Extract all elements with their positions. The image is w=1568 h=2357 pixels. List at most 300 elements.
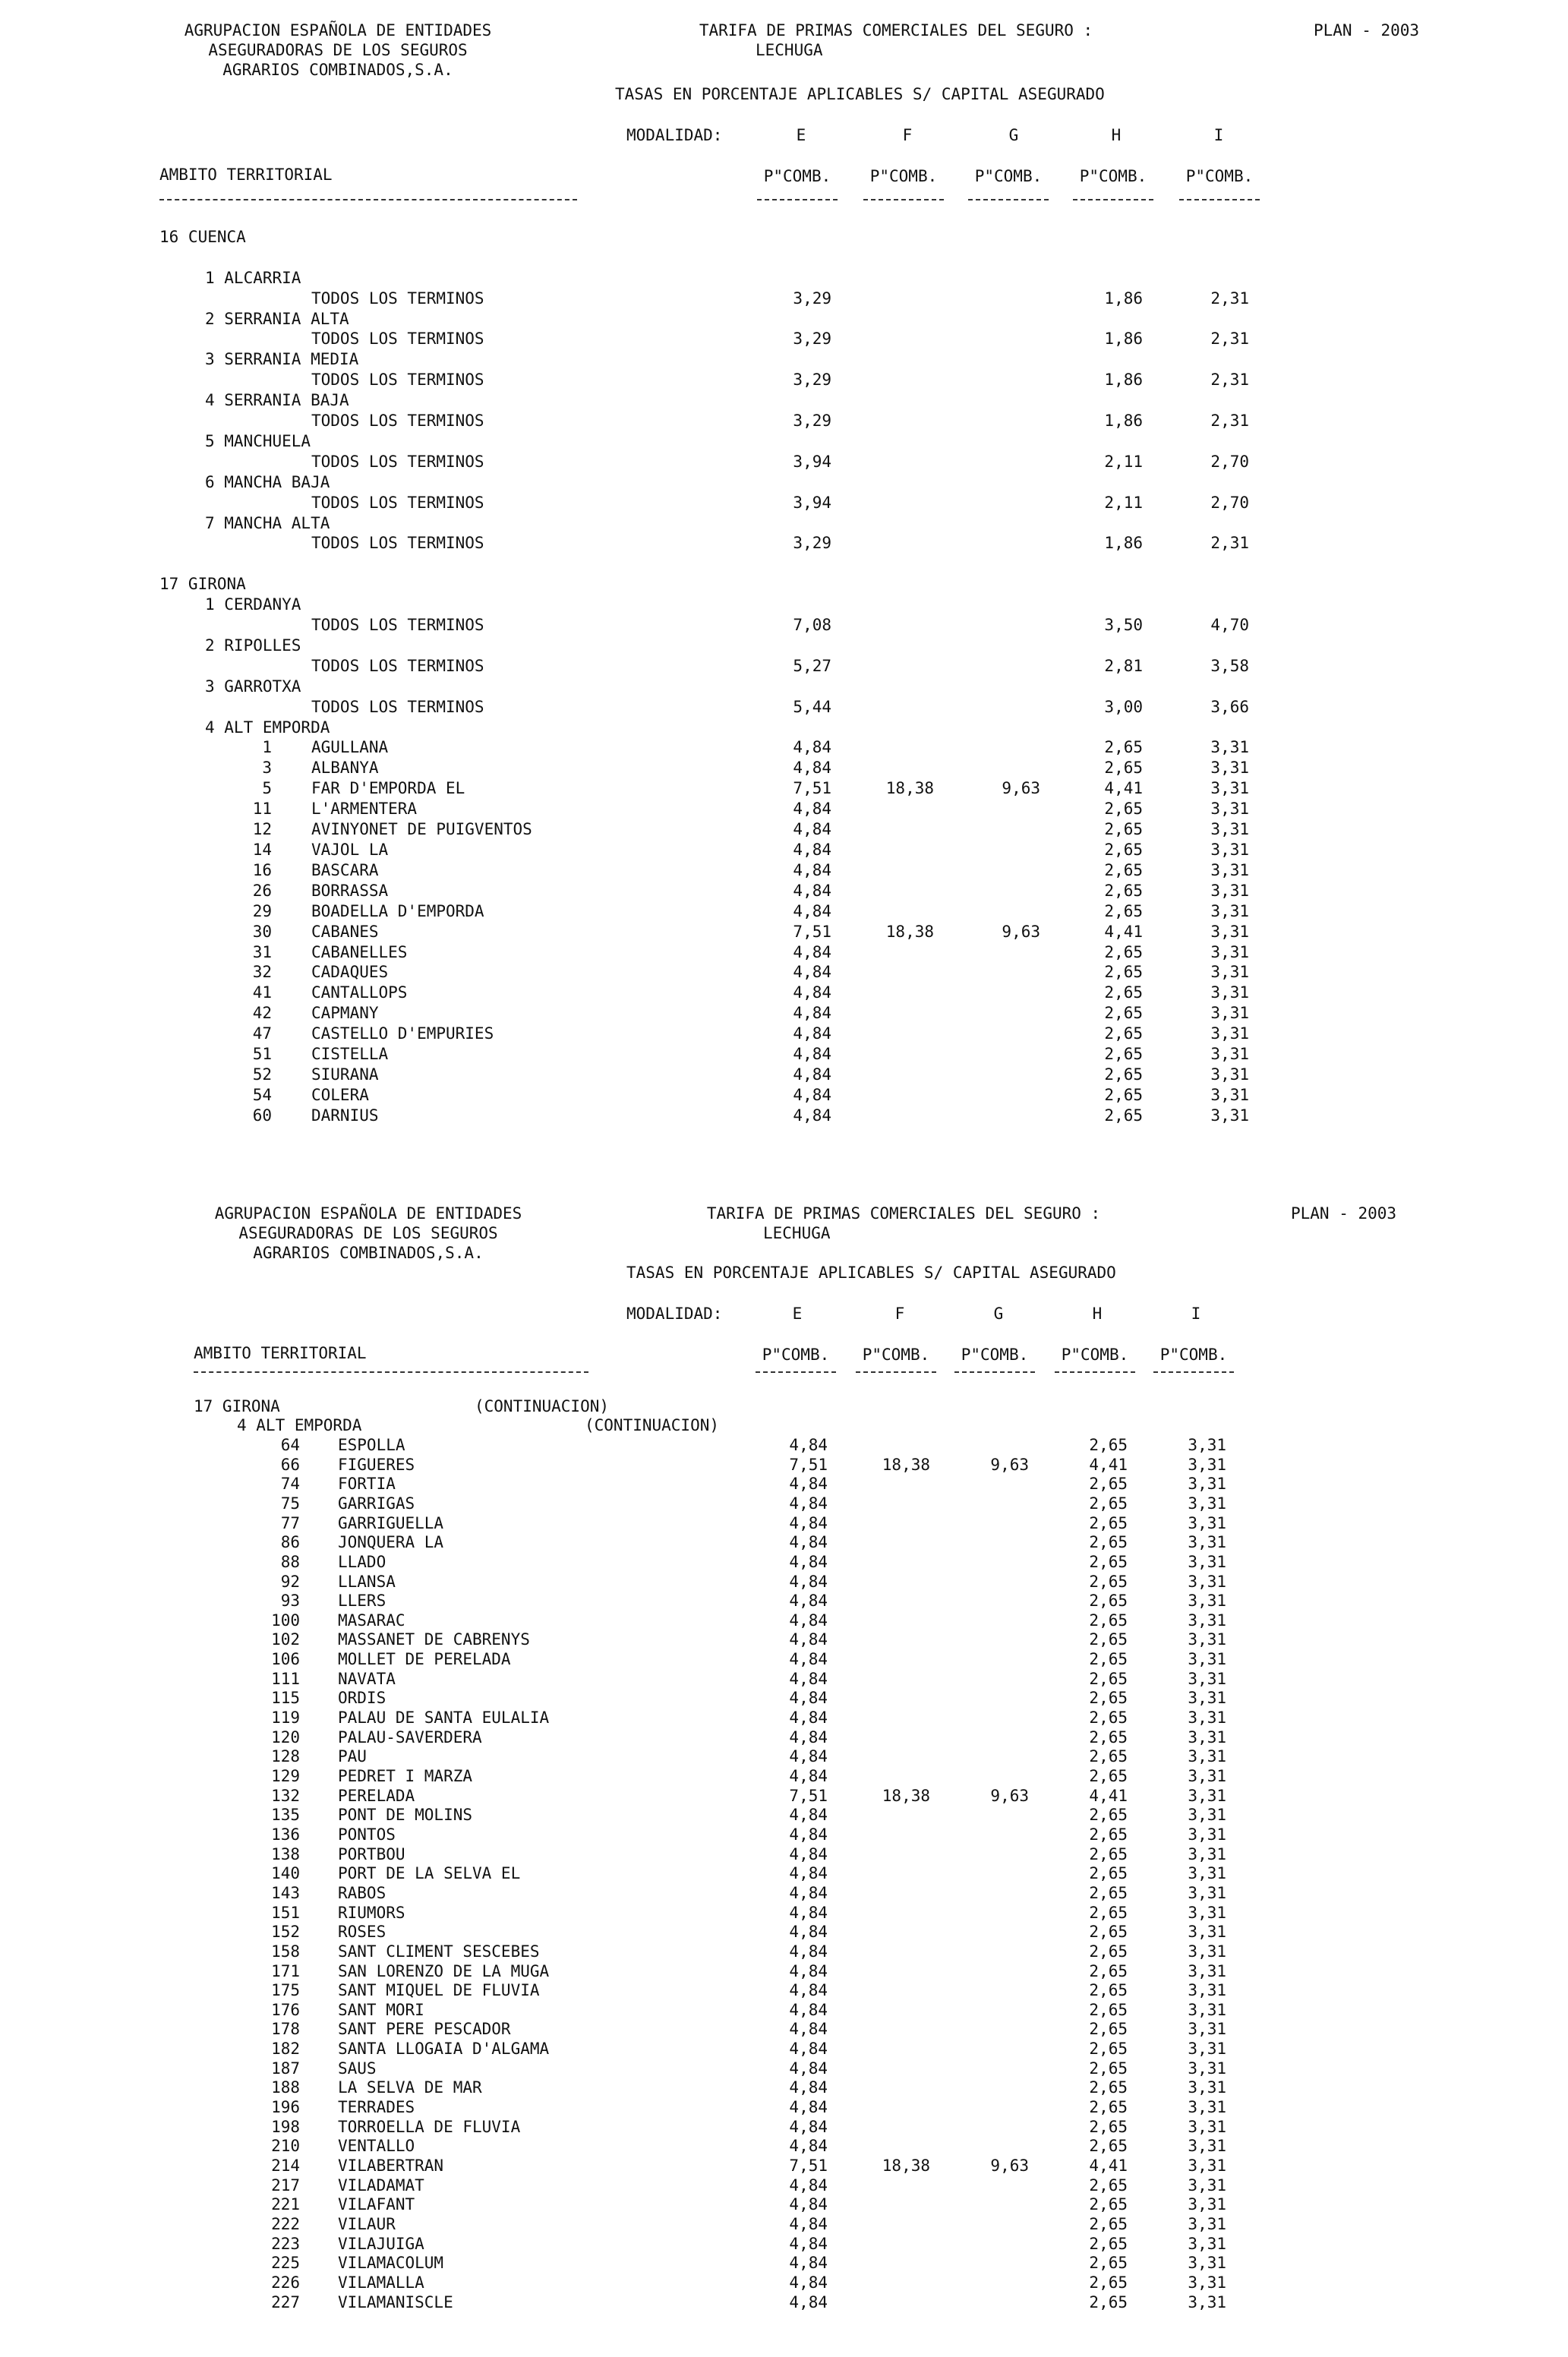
- term-code: 143: [271, 1884, 300, 1902]
- rate-h: 2,65: [1089, 2059, 1128, 2078]
- rate-i: 3,31: [1210, 1045, 1249, 1063]
- term-name: MASSANET DE CABRENYS: [338, 1630, 530, 1649]
- rate-h: 2,65: [1089, 1884, 1128, 1902]
- term-code: 119: [271, 1709, 300, 1727]
- term-code: 182: [271, 2040, 300, 2058]
- rate-i: 2,31: [1210, 330, 1249, 348]
- term-name: VILAJUIGA: [338, 2235, 424, 2253]
- rate-e: 4,84: [789, 1533, 828, 1551]
- rate-e: 4,84: [789, 1475, 828, 1493]
- term-code: 47: [252, 1024, 272, 1043]
- term-name: VENTALLO: [338, 2137, 415, 2155]
- rate-e: 4,84: [789, 1670, 828, 1688]
- term-name: AVINYONET DE PUIGVENTOS: [311, 820, 532, 838]
- term-code: 175: [271, 1981, 300, 1999]
- rate-h: 2,65: [1104, 963, 1143, 981]
- modality-e: E: [792, 1305, 803, 1323]
- term-name: PONTOS: [338, 1825, 396, 1844]
- rate-i: 3,31: [1210, 1065, 1249, 1084]
- rate-i: 3,31: [1210, 800, 1249, 818]
- rate-e: 4,84: [793, 902, 831, 920]
- rate-e: 7,51: [789, 1456, 828, 1474]
- org-line-1: AGRUPACION ESPAÑOLA DE ENTIDADES: [214, 1204, 522, 1223]
- rate-e: 4,84: [789, 2059, 828, 2078]
- rate-h: 2,65: [1104, 759, 1143, 777]
- col-header-e: P"COMB.: [763, 167, 831, 185]
- rate-h: 2,65: [1104, 800, 1143, 818]
- rate-h: 4,41: [1089, 2157, 1128, 2175]
- comarca-heading: 3 GARROTXA: [205, 677, 301, 696]
- term-name: PORT DE LA SELVA EL: [338, 1864, 521, 1882]
- rate-i: 3,31: [1188, 2254, 1226, 2272]
- term-name: TODOS LOS TERMINOS: [311, 412, 484, 430]
- modality-f: F: [894, 1305, 905, 1323]
- rate-i: 3,31: [1188, 2040, 1226, 2058]
- rate-e: 4,84: [789, 1806, 828, 1824]
- term-name: VILAMALLA: [338, 2273, 424, 2292]
- rate-i: 3,31: [1188, 2098, 1226, 2116]
- term-code: 32: [252, 963, 272, 981]
- col-underline-i: [1153, 1371, 1234, 1373]
- rate-i: 3,31: [1210, 1024, 1249, 1043]
- rate-h: 2,65: [1104, 1106, 1143, 1125]
- term-name: CADAQUES: [311, 963, 389, 981]
- rate-h: 2,65: [1089, 2195, 1128, 2213]
- comarca-heading: 2 RIPOLLES: [205, 636, 301, 655]
- term-name: RABOS: [338, 1884, 386, 1902]
- rate-i: 3,31: [1188, 1533, 1226, 1551]
- rate-h: 2,65: [1089, 2273, 1128, 2292]
- term-code: 60: [252, 1106, 272, 1125]
- rate-i: 3,31: [1210, 882, 1249, 900]
- modalidad-label: MODALIDAD:: [626, 126, 723, 144]
- rate-i: 3,31: [1188, 1942, 1226, 1961]
- rate-e: 7,51: [789, 2157, 828, 2175]
- term-name: CABANELLES: [311, 943, 408, 961]
- rate-h: 2,65: [1104, 861, 1143, 879]
- rate-e: 3,29: [793, 371, 831, 389]
- rate-e: 4,84: [793, 861, 831, 879]
- rate-i: 3,58: [1210, 657, 1249, 675]
- rate-h: 2,65: [1104, 943, 1143, 961]
- term-name: SANT PERE PESCADOR: [338, 2020, 511, 2038]
- term-code: 115: [271, 1689, 300, 1707]
- rate-h: 2,65: [1089, 1767, 1128, 1785]
- rate-h: 2,65: [1089, 1533, 1128, 1551]
- term-name: FORTIA: [338, 1475, 396, 1493]
- rate-e: 4,84: [789, 2118, 828, 2136]
- term-code: 12: [252, 820, 272, 838]
- term-name: RIUMORS: [338, 1904, 405, 1922]
- term-name: COLERA: [311, 1086, 369, 1104]
- continuation-comarca-note: (CONTINUACION): [585, 1416, 720, 1434]
- rate-i: 3,31: [1210, 983, 1249, 1002]
- rate-e: 3,29: [793, 330, 831, 348]
- rate-i: 2,31: [1210, 412, 1249, 430]
- term-code: 128: [271, 1747, 300, 1765]
- rate-h: 2,65: [1089, 1962, 1128, 1980]
- term-code: 171: [271, 1962, 300, 1980]
- rate-i: 3,31: [1188, 2001, 1226, 2019]
- tariff-page-1: [0, 0, 1568, 1162]
- term-code: 41: [252, 983, 272, 1002]
- term-name: JONQUERA LA: [338, 1533, 444, 1551]
- rate-h: 1,86: [1104, 330, 1143, 348]
- rate-h: 2,65: [1089, 2235, 1128, 2253]
- rate-h: 2,65: [1089, 1475, 1128, 1493]
- term-code: 30: [252, 923, 272, 941]
- term-name: TODOS LOS TERMINOS: [311, 616, 484, 634]
- term-name: ALBANYA: [311, 759, 379, 777]
- term-name: TODOS LOS TERMINOS: [311, 289, 484, 308]
- rate-i: 3,31: [1188, 2078, 1226, 2097]
- rate-i: 3,31: [1188, 1923, 1226, 1941]
- rate-i: 3,31: [1188, 1553, 1226, 1571]
- term-name: LA SELVA DE MAR: [338, 2078, 482, 2097]
- term-code: 132: [271, 1787, 300, 1805]
- col-underline-e: [756, 1371, 836, 1373]
- rate-i: 3,31: [1188, 1709, 1226, 1727]
- comarca-heading: 7 MANCHA ALTA: [205, 514, 330, 532]
- rate-i: 3,31: [1210, 759, 1249, 777]
- rate-e: 3,29: [793, 412, 831, 430]
- term-name: NAVATA: [338, 1670, 396, 1688]
- tariff-page-2: [0, 1169, 1568, 2357]
- term-name: MASARAC: [338, 1611, 405, 1630]
- rate-h: 2,65: [1089, 1864, 1128, 1882]
- term-name: VAJOL LA: [311, 841, 389, 859]
- term-name: ESPOLLA: [338, 1436, 405, 1454]
- term-name: DARNIUS: [311, 1106, 379, 1125]
- rate-h: 2,65: [1104, 1024, 1143, 1043]
- rate-e: 4,84: [789, 1553, 828, 1571]
- rate-i: 3,31: [1210, 820, 1249, 838]
- rate-h: 2,65: [1089, 1494, 1128, 1513]
- rate-g: 9,63: [990, 1787, 1029, 1805]
- rate-e: 4,84: [789, 2098, 828, 2116]
- term-name: GARRIGUELLA: [338, 1514, 444, 1532]
- rates-subtitle: TASAS EN PORCENTAJE APLICABLES S/ CAPITAL ASEGURADO: [615, 85, 1105, 103]
- rate-e: 4,84: [789, 1494, 828, 1513]
- rate-i: 3,31: [1210, 1086, 1249, 1104]
- term-code: 5: [262, 779, 272, 797]
- term-code: 1: [262, 738, 272, 756]
- rate-h: 2,65: [1089, 1728, 1128, 1746]
- org-line-3: AGRARIOS COMBINADOS,S.A.: [222, 61, 453, 79]
- rate-i: 3,31: [1210, 1004, 1249, 1022]
- modality-i: I: [1213, 126, 1224, 144]
- rate-h: 2,65: [1104, 820, 1143, 838]
- col-underline-f: [856, 1371, 936, 1373]
- rate-h: 2,65: [1089, 2001, 1128, 2019]
- plan-label: PLAN - 2003: [1291, 1204, 1397, 1223]
- rate-e: 4,84: [793, 800, 831, 818]
- rate-i: 3,31: [1188, 1845, 1226, 1863]
- rate-e: 4,84: [793, 1086, 831, 1104]
- rate-e: 4,84: [789, 2273, 828, 2292]
- rate-e: 4,84: [789, 1630, 828, 1649]
- rate-h: 2,65: [1089, 1904, 1128, 1922]
- term-name: SANT CLIMENT SESCEBES: [338, 1942, 540, 1961]
- rate-e: 4,84: [789, 2254, 828, 2272]
- rate-h: 2,65: [1104, 902, 1143, 920]
- rate-i: 3,31: [1188, 1904, 1226, 1922]
- plan-label: PLAN - 2003: [1314, 21, 1420, 39]
- modality-g: G: [993, 1305, 1004, 1323]
- col-header-h: P"COMB.: [1079, 167, 1147, 185]
- rate-e: 4,84: [789, 2195, 828, 2213]
- term-code: 222: [271, 2215, 300, 2233]
- rate-h: 2,65: [1089, 1845, 1128, 1863]
- rate-h: 2,65: [1089, 1573, 1128, 1591]
- col-header-i: P"COMB.: [1159, 1346, 1228, 1364]
- rate-h: 2,65: [1089, 1806, 1128, 1824]
- comarca-heading: 4 ALT EMPORDA: [205, 718, 330, 737]
- rate-e: 4,84: [789, 1767, 828, 1785]
- rate-e: 4,84: [789, 1962, 828, 1980]
- term-code: 176: [271, 2001, 300, 2019]
- rate-e: 7,51: [793, 923, 831, 941]
- rate-i: 3,31: [1188, 2059, 1226, 2078]
- term-name: FAR D'EMPORDA EL: [311, 779, 465, 797]
- rate-i: 3,31: [1188, 1475, 1226, 1493]
- rate-e: 4,84: [789, 1981, 828, 1999]
- term-name: CAPMANY: [311, 1004, 379, 1022]
- rate-i: 3,31: [1188, 1650, 1226, 1668]
- rate-i: 3,31: [1188, 1456, 1226, 1474]
- term-name: PORTBOU: [338, 1845, 405, 1863]
- rate-e: 7,08: [793, 616, 831, 634]
- comarca-heading: 2 SERRANIA ALTA: [205, 310, 349, 328]
- rate-h: 2,65: [1089, 1981, 1128, 1999]
- rate-e: 4,84: [789, 2078, 828, 2097]
- rate-i: 2,70: [1210, 494, 1249, 512]
- ambito-underline: [194, 1371, 588, 1373]
- term-name: CABANES: [311, 923, 379, 941]
- rate-h: 2,65: [1089, 1650, 1128, 1668]
- ambito-underline: [159, 199, 577, 200]
- rate-i: 3,31: [1188, 1981, 1226, 1999]
- term-name: BASCARA: [311, 861, 379, 879]
- term-name: SANT MORI: [338, 2001, 424, 2019]
- col-header-g: P"COMB.: [961, 1346, 1029, 1364]
- rates-subtitle: TASAS EN PORCENTAJE APLICABLES S/ CAPITAL ASEGURADO: [626, 1264, 1116, 1282]
- rate-e: 4,84: [793, 1045, 831, 1063]
- term-code: 42: [252, 1004, 272, 1022]
- term-code: 102: [271, 1630, 300, 1649]
- rate-i: 3,31: [1188, 1864, 1226, 1882]
- rate-e: 7,51: [793, 779, 831, 797]
- rate-i: 3,31: [1188, 1767, 1226, 1785]
- term-code: 11: [252, 800, 272, 818]
- rate-i: 3,31: [1188, 1494, 1226, 1513]
- rate-h: 2,65: [1104, 1045, 1143, 1063]
- rate-e: 4,84: [789, 2001, 828, 2019]
- org-line-2: ASEGURADORAS DE LOS SEGUROS: [208, 41, 468, 59]
- rate-e: 4,84: [789, 1436, 828, 1454]
- rate-h: 2,65: [1089, 2176, 1128, 2195]
- term-name: TERRADES: [338, 2098, 415, 2116]
- col-header-f: P"COMB.: [869, 167, 938, 185]
- term-code: 54: [252, 1086, 272, 1104]
- col-underline-g: [968, 199, 1049, 200]
- rate-f: 18,38: [885, 779, 934, 797]
- rate-e: 4,84: [793, 738, 831, 756]
- rate-e: 4,84: [793, 1024, 831, 1043]
- col-underline-f: [863, 199, 944, 200]
- term-name: SANTA LLOGAIA D'ALGAMA: [338, 2040, 550, 2058]
- rate-e: 4,84: [789, 1709, 828, 1727]
- comarca-heading: 1 ALCARRIA: [205, 269, 301, 287]
- term-name: VILAMANISCLE: [338, 2293, 453, 2311]
- term-name: PERELADA: [338, 1787, 415, 1805]
- rate-h: 2,65: [1089, 1942, 1128, 1961]
- term-code: 100: [271, 1611, 300, 1630]
- term-name: SAN LORENZO DE LA MUGA: [338, 1962, 550, 1980]
- rate-h: 2,65: [1089, 1553, 1128, 1571]
- modality-h: H: [1092, 1305, 1103, 1323]
- term-code: 188: [271, 2078, 300, 2097]
- term-name: L'ARMENTERA: [311, 800, 418, 818]
- rate-i: 3,31: [1188, 1884, 1226, 1902]
- term-name: PAU: [338, 1747, 367, 1765]
- rate-h: 4,41: [1089, 1456, 1128, 1474]
- term-code: 93: [280, 1592, 300, 1610]
- rate-g: 9,63: [1002, 923, 1040, 941]
- term-code: 111: [271, 1670, 300, 1688]
- col-header-g: P"COMB.: [974, 167, 1043, 185]
- term-name: PONT DE MOLINS: [338, 1806, 473, 1824]
- term-code: 158: [271, 1942, 300, 1961]
- rate-i: 2,31: [1210, 371, 1249, 389]
- modality-f: F: [902, 126, 913, 144]
- rate-i: 3,31: [1210, 1106, 1249, 1125]
- rate-h: 2,65: [1089, 1923, 1128, 1941]
- rate-i: 3,31: [1210, 923, 1249, 941]
- term-code: 217: [271, 2176, 300, 2195]
- rate-h: 2,65: [1089, 1709, 1128, 1727]
- rate-i: 3,31: [1188, 1806, 1226, 1824]
- rate-i: 3,31: [1188, 2235, 1226, 2253]
- comarca-heading: 5 MANCHUELA: [205, 432, 311, 450]
- rate-i: 3,31: [1188, 1611, 1226, 1630]
- rate-i: 2,31: [1210, 289, 1249, 308]
- term-code: 51: [252, 1045, 272, 1063]
- rate-e: 5,44: [793, 698, 831, 716]
- rate-h: 1,86: [1104, 371, 1143, 389]
- term-name: TODOS LOS TERMINOS: [311, 657, 484, 675]
- rate-i: 3,31: [1188, 1514, 1226, 1532]
- rate-e: 4,84: [789, 1825, 828, 1844]
- term-name: SANT MIQUEL DE FLUVIA: [338, 1981, 540, 1999]
- term-code: 178: [271, 2020, 300, 2038]
- rate-h: 4,41: [1104, 779, 1143, 797]
- comarca-heading: 4 SERRANIA BAJA: [205, 391, 349, 409]
- rate-e: 4,84: [789, 1747, 828, 1765]
- comarca-heading: 6 MANCHA BAJA: [205, 473, 330, 491]
- rate-e: 4,84: [793, 1106, 831, 1125]
- col-header-e: P"COMB.: [762, 1346, 830, 1364]
- rate-e: 3,94: [793, 494, 831, 512]
- rate-h: 4,41: [1104, 923, 1143, 941]
- term-code: 66: [280, 1456, 300, 1474]
- rate-h: 2,65: [1089, 2040, 1128, 2058]
- rate-g: 9,63: [990, 2157, 1029, 2175]
- term-code: 3: [262, 759, 272, 777]
- rate-h: 2,65: [1104, 841, 1143, 859]
- rate-h: 2,65: [1089, 1747, 1128, 1765]
- rate-e: 4,84: [793, 963, 831, 981]
- rate-e: 4,84: [789, 1845, 828, 1863]
- rate-h: 2,11: [1104, 494, 1143, 512]
- term-code: 214: [271, 2157, 300, 2175]
- rate-e: 4,84: [789, 1611, 828, 1630]
- term-code: 136: [271, 1825, 300, 1844]
- rate-e: 4,84: [789, 2040, 828, 2058]
- term-name: FIGUERES: [338, 1456, 415, 1474]
- rate-e: 4,84: [793, 1065, 831, 1084]
- rate-h: 2,65: [1089, 2137, 1128, 2155]
- rate-i: 3,31: [1210, 861, 1249, 879]
- modality-i: I: [1191, 1305, 1201, 1323]
- term-name: TODOS LOS TERMINOS: [311, 371, 484, 389]
- rate-e: 4,84: [793, 841, 831, 859]
- crop-name: LECHUGA: [756, 41, 823, 59]
- term-code: 64: [280, 1436, 300, 1454]
- rate-e: 4,84: [789, 1650, 828, 1668]
- rate-f: 18,38: [882, 1456, 930, 1474]
- rate-h: 1,86: [1104, 534, 1143, 552]
- continuation-province: 17 GIRONA: [194, 1397, 280, 1415]
- term-code: 187: [271, 2059, 300, 2078]
- rate-i: 3,31: [1210, 841, 1249, 859]
- tariff-title: TARIFA DE PRIMAS COMERCIALES DEL SEGURO :: [699, 21, 1093, 39]
- col-underline-g: [954, 1371, 1035, 1373]
- modality-h: H: [1111, 126, 1122, 144]
- rate-e: 3,29: [793, 289, 831, 308]
- term-code: 106: [271, 1650, 300, 1668]
- rate-i: 3,31: [1188, 2215, 1226, 2233]
- col-underline-i: [1179, 199, 1260, 200]
- term-code: 135: [271, 1806, 300, 1824]
- rate-g: 9,63: [990, 1456, 1029, 1474]
- rate-i: 3,31: [1188, 1592, 1226, 1610]
- col-header-h: P"COMB.: [1061, 1346, 1129, 1364]
- modality-g: G: [1008, 126, 1019, 144]
- comarca-heading: 3 SERRANIA MEDIA: [205, 350, 359, 368]
- term-name: PEDRET I MARZA: [338, 1767, 473, 1785]
- term-code: 198: [271, 2118, 300, 2136]
- rate-i: 3,31: [1188, 1573, 1226, 1591]
- rate-i: 3,31: [1210, 779, 1249, 797]
- rate-f: 18,38: [885, 923, 934, 941]
- term-code: 226: [271, 2273, 300, 2292]
- rate-h: 2,65: [1104, 983, 1143, 1002]
- rate-h: 2,65: [1089, 1689, 1128, 1707]
- ambito-label: AMBITO TERRITORIAL: [194, 1344, 367, 1362]
- rate-i: 3,31: [1188, 1728, 1226, 1746]
- term-code: 26: [252, 882, 272, 900]
- term-name: VILADAMAT: [338, 2176, 424, 2195]
- rate-h: 2,65: [1089, 1825, 1128, 1844]
- term-name: CISTELLA: [311, 1045, 389, 1063]
- col-underline-h: [1073, 199, 1153, 200]
- term-code: 52: [252, 1065, 272, 1084]
- rate-h: 2,65: [1104, 1004, 1143, 1022]
- rate-i: 3,31: [1188, 2020, 1226, 2038]
- rate-h: 4,41: [1089, 1787, 1128, 1805]
- rate-h: 2,65: [1104, 882, 1143, 900]
